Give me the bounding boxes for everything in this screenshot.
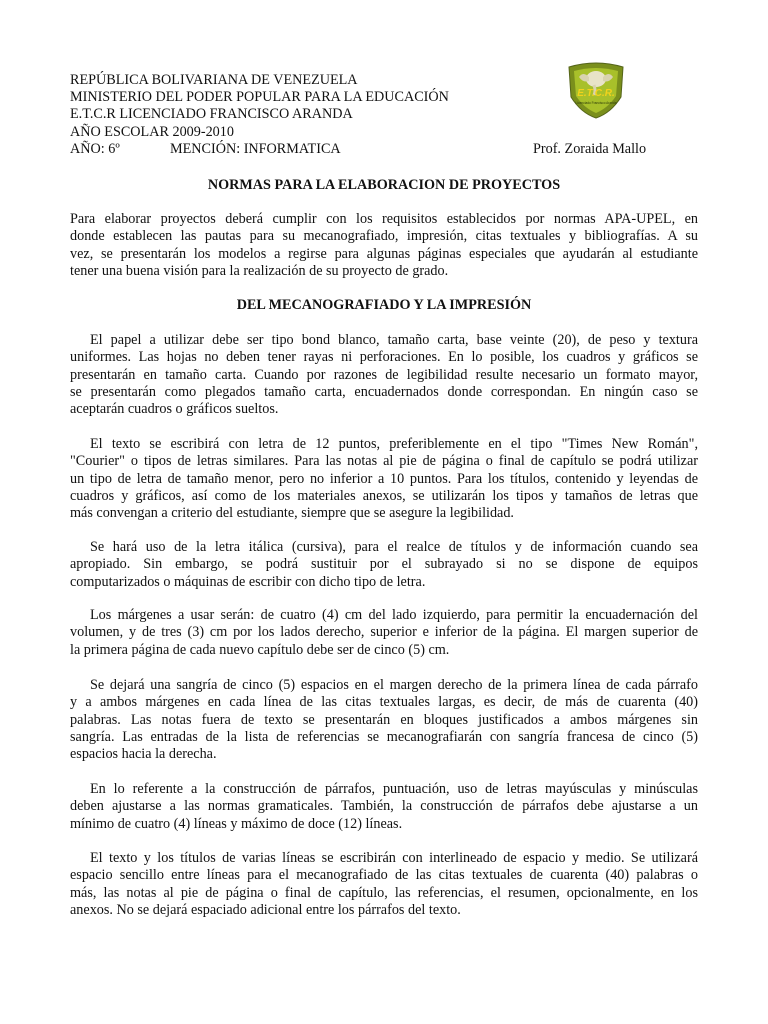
document-title: NORMAS PARA LA ELABORACION DE PROYECTOS: [207, 177, 561, 193]
text-line: apropiado. Sin embargo, se podrá sustituir por el subrayado si no se dispone de equipos: [70, 556, 698, 573]
text-line: Para elaborar proyectos deberá cumplir con los requisitos establecidos por normas APA-UPEL, en: [70, 211, 698, 227]
header-ministerio: MINISTERIO DEL PODER POPULAR PARA LA EDUCACIÓN: [70, 89, 449, 105]
text-line: aceptarán cuadros o gráficos sueltos.: [70, 401, 279, 418]
paragraph-construccion: [70, 781, 698, 833]
text-line: volumen, y de tres (3) cm por los lados derecho, superior e inferior de la página. El margen superior de: [70, 624, 698, 641]
paragraph-texto-letra: [70, 436, 698, 522]
header-republica: REPÚBLICA BOLIVARIANA DE VENEZUELA: [70, 72, 358, 88]
text-line: computarizados o máquinas de escribir con dicho tipo de letra.: [70, 573, 426, 590]
text-line: espacio sencillo entre líneas para el mecanografiado de las citas textuales de cuarenta (40) palabras o: [70, 867, 698, 884]
text-line: Se dejará una sangría de cinco (5) espacios en el margen derecho de la primera línea de cada párrafo: [90, 677, 698, 693]
text-line: El texto se escribirá con letra de 12 puntos, preferiblemente en el tipo "Times New Román",: [90, 436, 698, 452]
header-profesor: Prof. Zoraida Mallo: [533, 141, 647, 157]
paragraph-papel: [70, 332, 698, 418]
header-anio-escolar: AÑO ESCOLAR 2009-2010: [70, 124, 234, 140]
text-line: presentarán en tamaño carta. Cuando por razones de legibilidad resulte necesario un formato mayor,: [70, 366, 698, 383]
header-mencion: MENCIÓN: INFORMATICA: [170, 141, 341, 157]
text-line: El papel a utilizar debe ser tipo bond blanco, tamaño carta, base veinte (20), de peso y textura: [90, 332, 698, 348]
text-line: la primera página de cada nuevo capítulo debe ser de cinco (5) cm.: [70, 641, 450, 658]
section-title: DEL MECANOGRAFIADO Y LA IMPRESIÓN: [236, 297, 532, 313]
text-line: El texto y los títulos de varias líneas se escribirán con interlineado de espacio y medio. Se utilizará: [90, 850, 698, 866]
text-line: mínimo de cuatro (4) líneas y máximo de doce (12) líneas.: [70, 815, 403, 832]
text-line: se presentarán como plegados tamaño carta, encuadernados donde correspondan. En ningún caso se: [70, 383, 698, 400]
text-line: más convengan a criterio del estudiante, siempre que se asegure la legibilidad.: [70, 505, 514, 522]
paragraph-sangria: [70, 677, 698, 763]
text-line: anexos. No se dejará espaciado adicional entre los párrafos del texto.: [70, 901, 461, 918]
text-line: deben ajustarse a las normas gramaticales. También, la construcción de párrafos debe ajustarse a un: [70, 798, 698, 815]
text-line: uniformes. Las hojas no deben tener rayas ni perforaciones. En lo posible, los cuadros y gráficos se: [70, 349, 698, 366]
intro-paragraph: [70, 211, 698, 280]
text-line: sangría. Las entradas de la lista de referencias se mecanografiarán con sangría francesa de cinco (5): [70, 728, 698, 745]
header-anio: AÑO: 6º: [70, 141, 120, 157]
text-line: Se hará uso de la letra itálica (cursiva), para el realce de títulos y de información cuando sea: [90, 539, 698, 555]
text-line: vez, se presentarán los modelos a regirse para algunas páginas especiales que ayudarán al estudiante: [70, 245, 698, 262]
paragraph-margenes: [70, 607, 698, 659]
text-line: En lo referente a la construcción de párrafos, puntuación, uso de letras mayúsculas y minúsculas: [90, 781, 698, 797]
text-line: palabras. Las notas fuera de texto se presentarán en bloques justificados a ambos márgenes sin: [70, 711, 698, 728]
text-line: Los márgenes a usar serán: de cuatro (4) cm del lado izquierdo, para permitir la encuadernación del: [90, 607, 698, 623]
school-logo: [563, 61, 629, 119]
text-line: cuadros y gráficos, así como de los materiales anexos, se utilizarán los tipos y tamaños de letras que: [70, 487, 698, 504]
paragraph-italica: [70, 539, 698, 591]
text-line: y a ambos márgenes en cada línea de las citas textuales largas, es decir, de más de cuarenta (40): [70, 694, 698, 711]
text-line: un tipo de letra de tamaño menor, pero no inferior a 10 puntos. Para los títulos, contenido y leyendas de: [70, 470, 698, 487]
header-escuela: E.T.C.R LICENCIADO FRANCISCO ARANDA: [70, 106, 353, 122]
text-line: donde establecen las pautas para su mecanografiado, impresión, citas textuales y bibliografías. A su: [70, 228, 698, 245]
logo-text: E.T.C.R.: [577, 88, 615, 99]
paragraph-interlineado: [70, 850, 698, 919]
text-line: "Courier" o tipos de letras similares. Para las notas al pie de página o final de capítulo se podrá utilizar: [70, 453, 698, 470]
text-line: más, las notas al pie de página o final de capítulo, las referencias, el resumen, opcionalmente, en los: [70, 884, 698, 901]
text-line: tener una buena visión para la realización de su proyecto de grado.: [70, 262, 449, 279]
logo-subtext: Licenciado Francisco Aranda: [575, 101, 617, 105]
text-line: espacios hacia la derecha.: [70, 746, 217, 763]
